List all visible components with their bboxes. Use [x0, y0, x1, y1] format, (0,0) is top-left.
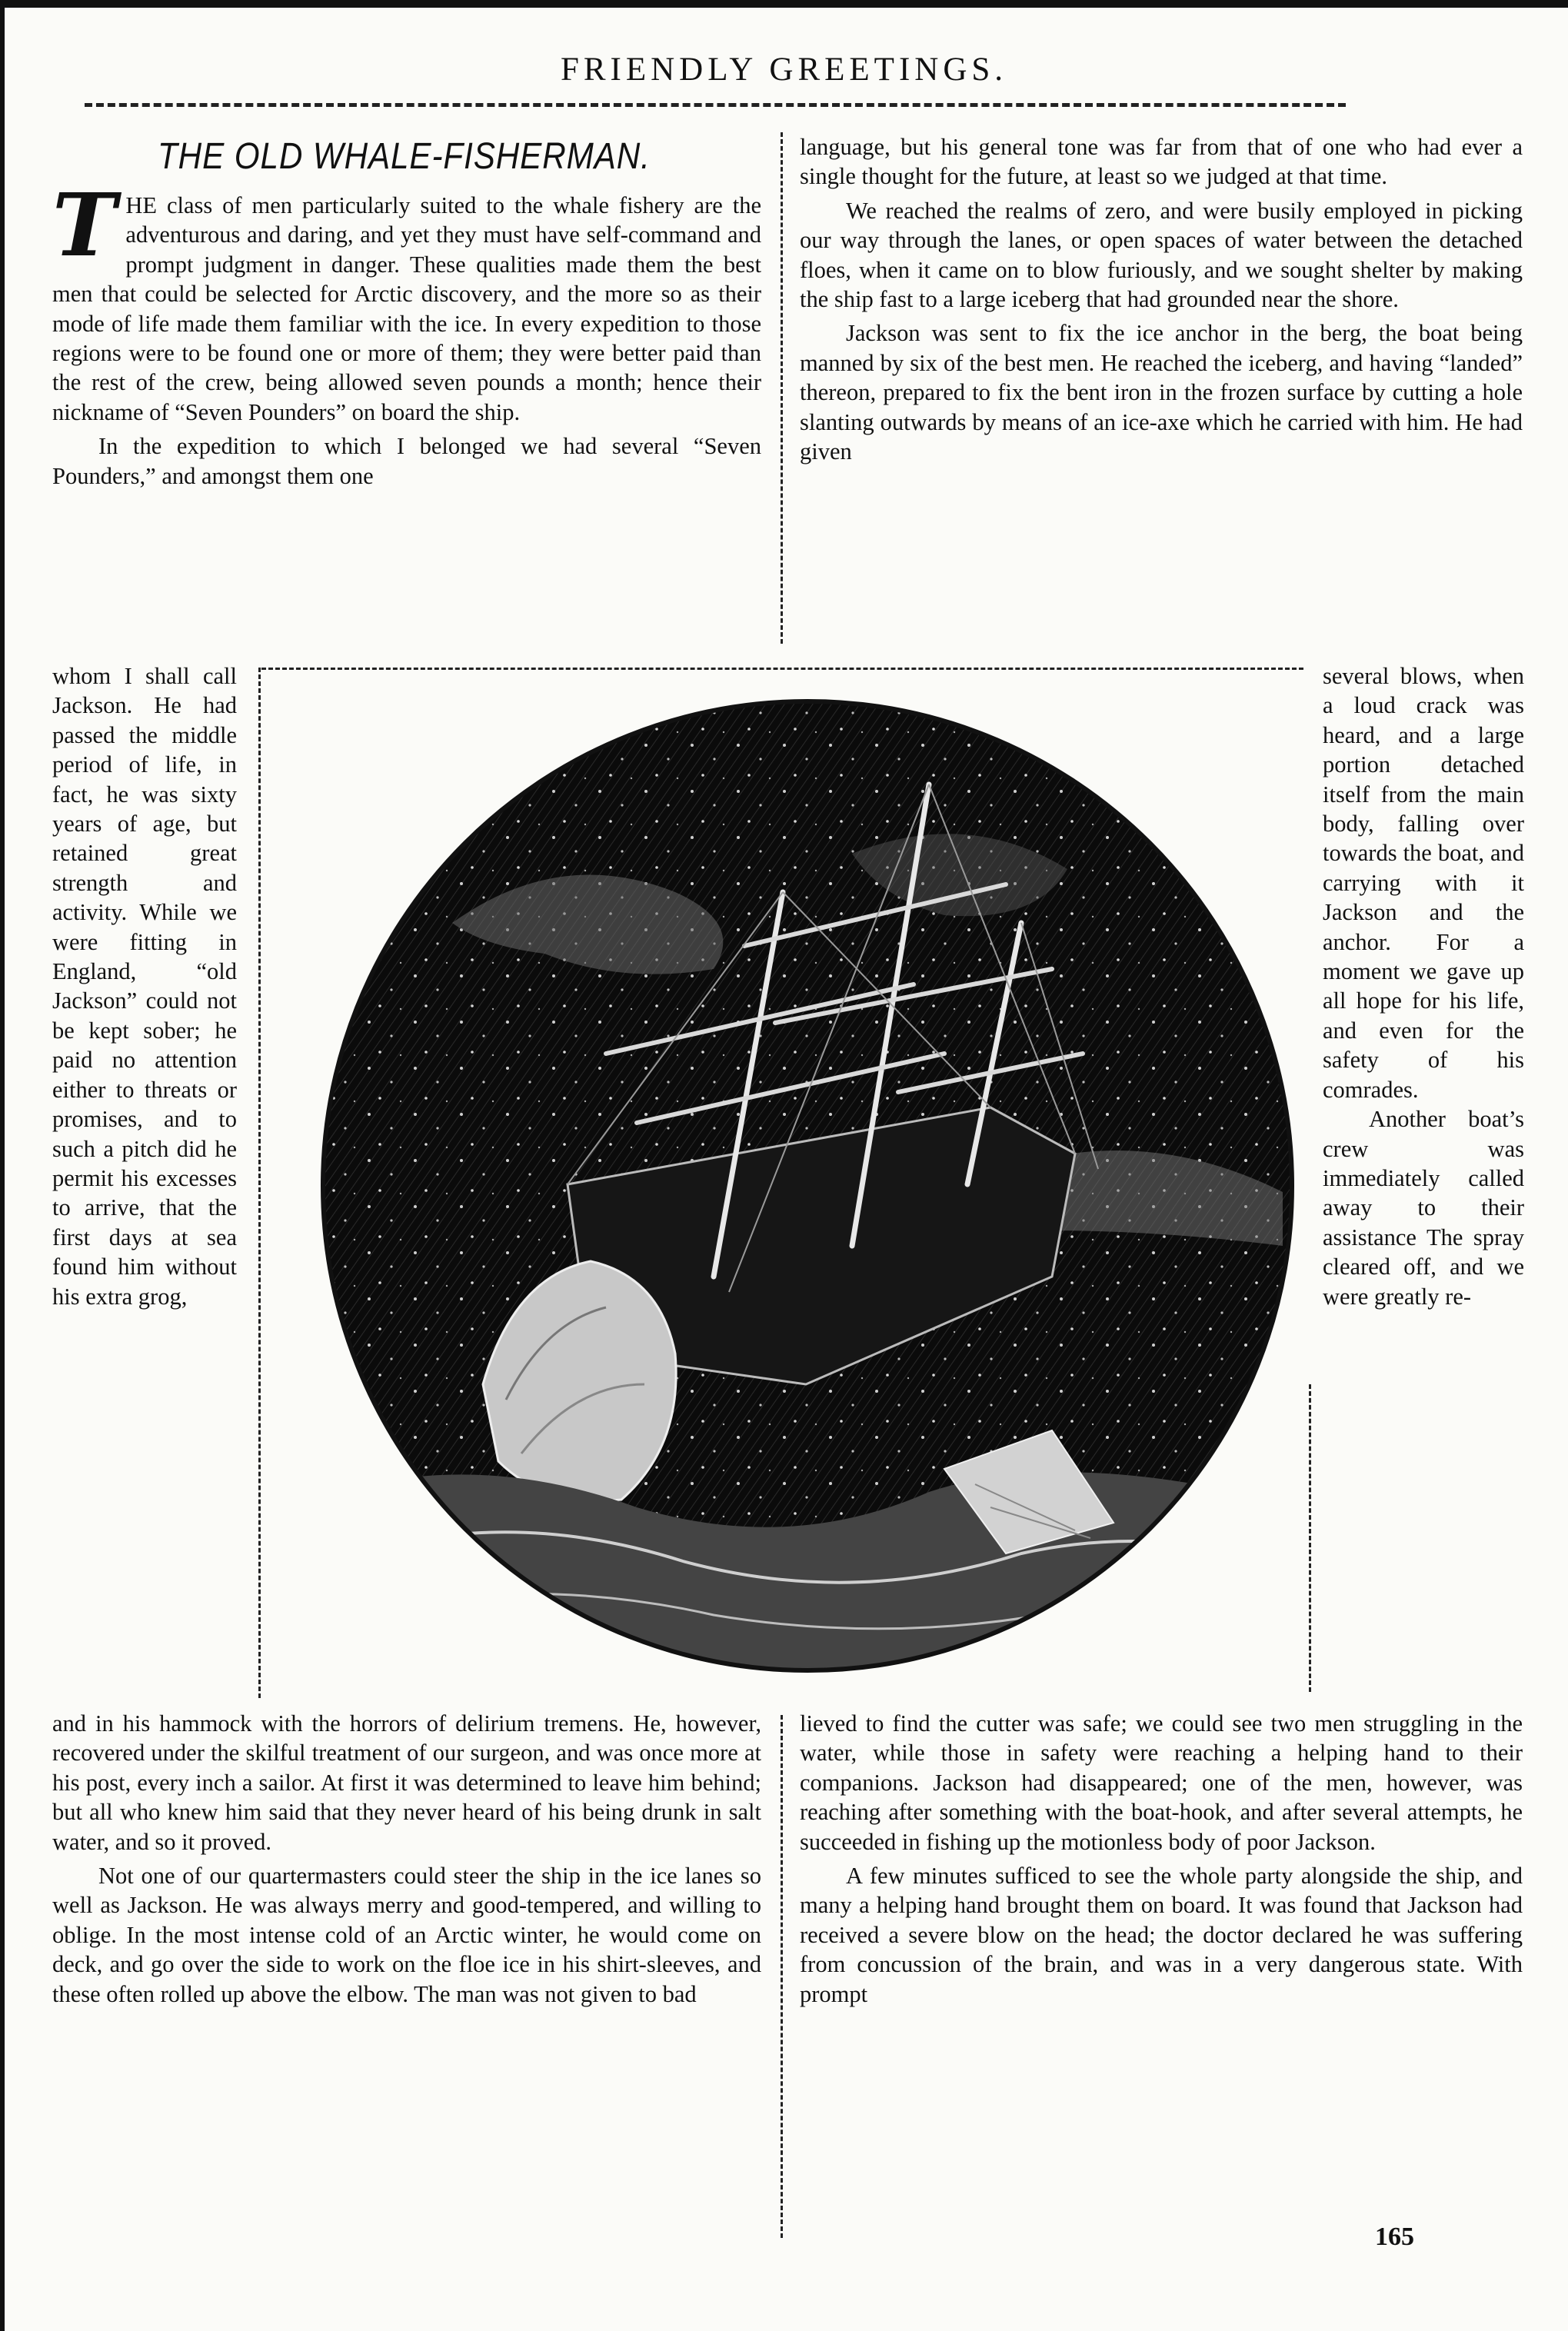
- illustration-frame-left: [258, 668, 261, 1698]
- right-column-bottom: [800, 1709, 1523, 2009]
- left-column-top: [52, 175, 761, 491]
- paragraph: A few minutes sufficed to see the whole party alongside the ship, and many a helping hand brought them on board. It was found that Jackson had received a severe blow on the head; the doctor declared he was suffering from concussion of the brain, and was in a very dangerous state. With prompt: [800, 1863, 1523, 2007]
- left-column-narrow: [52, 661, 237, 1311]
- ship-in-ice-engraving: [314, 692, 1302, 1680]
- paragraph: Another boat’s crew was immediately called away to their assistance The spray cleared off, and we were greatly re-: [1323, 1106, 1524, 1310]
- column-divider-bottom: [781, 1715, 783, 2238]
- page-left-edge: [0, 0, 5, 2331]
- paragraph: [52, 175, 761, 427]
- paragraph: language, but his general tone was far from that of one who had ever a single thought for the future, at least so we judged at that time.: [800, 134, 1523, 190]
- column-divider-top: [781, 132, 783, 644]
- page-top-rule: [0, 0, 1568, 8]
- paragraph: and in his hammock with the horrors of delirium tremens. He, however, recovered under the skilful treatment of our surgeon, and was once more at his post, every inch a sailor. At first it was determined to leave him behind; but all who knew him said that they never heard of his being drunk in salt water, and so it proved.: [52, 1710, 761, 1855]
- paragraph: We reached the realms of zero, and were busily employed in picking our way through the lanes, or open spaces of water between the detached floes, when it came on to blow furiously, and we sought shelter by making the ship fast to a large iceberg that had grounded near the shore.: [800, 197, 1523, 313]
- paragraph: lieved to find the cutter was safe; we could see two men struggling in the water, while those in safety were reaching a helping hand to their companions. Jackson had disappeared; one of the men, however, was reaching after something with the boat-hook, and after several attempts, he succeeded in fishing up the motionless body of poor Jackson.: [800, 1710, 1523, 1855]
- illustration-frame-right: [1309, 1384, 1311, 1692]
- illustration-frame-top: [261, 668, 1303, 670]
- paragraph: Not one of our quartermasters could steer the ship in the ice lanes so well as Jackson. He was always merry and good-tempered, and willing to oblige. In the most intense cold of an Arctic winter, he would come on deck, and go over the side to work on the floe ice in his shirt-sleeves, and these often rolled up above the elbow. The man was not given to bad: [52, 1863, 761, 2007]
- page-number: 165: [1375, 2223, 1414, 2251]
- right-column-top: [800, 132, 1523, 466]
- header-rule: [85, 103, 1346, 107]
- drop-cap: T: [52, 175, 117, 276]
- right-column-narrow: [1323, 661, 1524, 1311]
- left-column-bottom: [52, 1709, 761, 2009]
- paragraph: several blows, when a loud crack was heard, and a large portion detached itself from the main body, falling over towards the boat, and carrying with it Jackson and the anchor. For a moment we gave up all hope for his life, and even for the safety of his comrades.: [1323, 663, 1524, 1103]
- paragraph: whom I shall call Jackson. He had passed the middle period of life, in fact, he was sixty years of age, but retained great strength and activity. While we were fitting in England, “old Jackson” could not be kept sober; he paid no attention either to threats or promises, and to such a pitch did he permit his excesses to arrive, that the first days at sea found him without his extra grog,: [52, 663, 237, 1310]
- running-header: FRIENDLY GREETINGS.: [560, 52, 1008, 88]
- article-title: THE OLD WHALE-FISHERMAN.: [158, 136, 651, 177]
- paragraph: Jackson was sent to fix the ice anchor in the berg, the boat being manned by six of the best men. He reached the iceberg, and having “landed” thereon, prepared to fix the bent iron in the frozen surface by cutting a hole slanting outwards by means of an ice-axe which he carried with him. He had given: [800, 320, 1523, 465]
- paragraph-text: HE class of men particularly suited to the whale fishery are the adventurous and daring, and yet they must have self-command and prompt judgment in danger. These qualities made them the best men that could be selected for Arctic discovery, and the more so as their mode of life made them familiar with the ice. In every expedition to those regions were to be found one or more of them; they were better paid than the rest of the crew, being allowed seven pounds a month; hence their nickname of “Seven Pounders” on board the ship.: [52, 192, 761, 425]
- paragraph: In the expedition to which I belonged we had several “Seven Pounders,” and amongst them one: [52, 433, 761, 489]
